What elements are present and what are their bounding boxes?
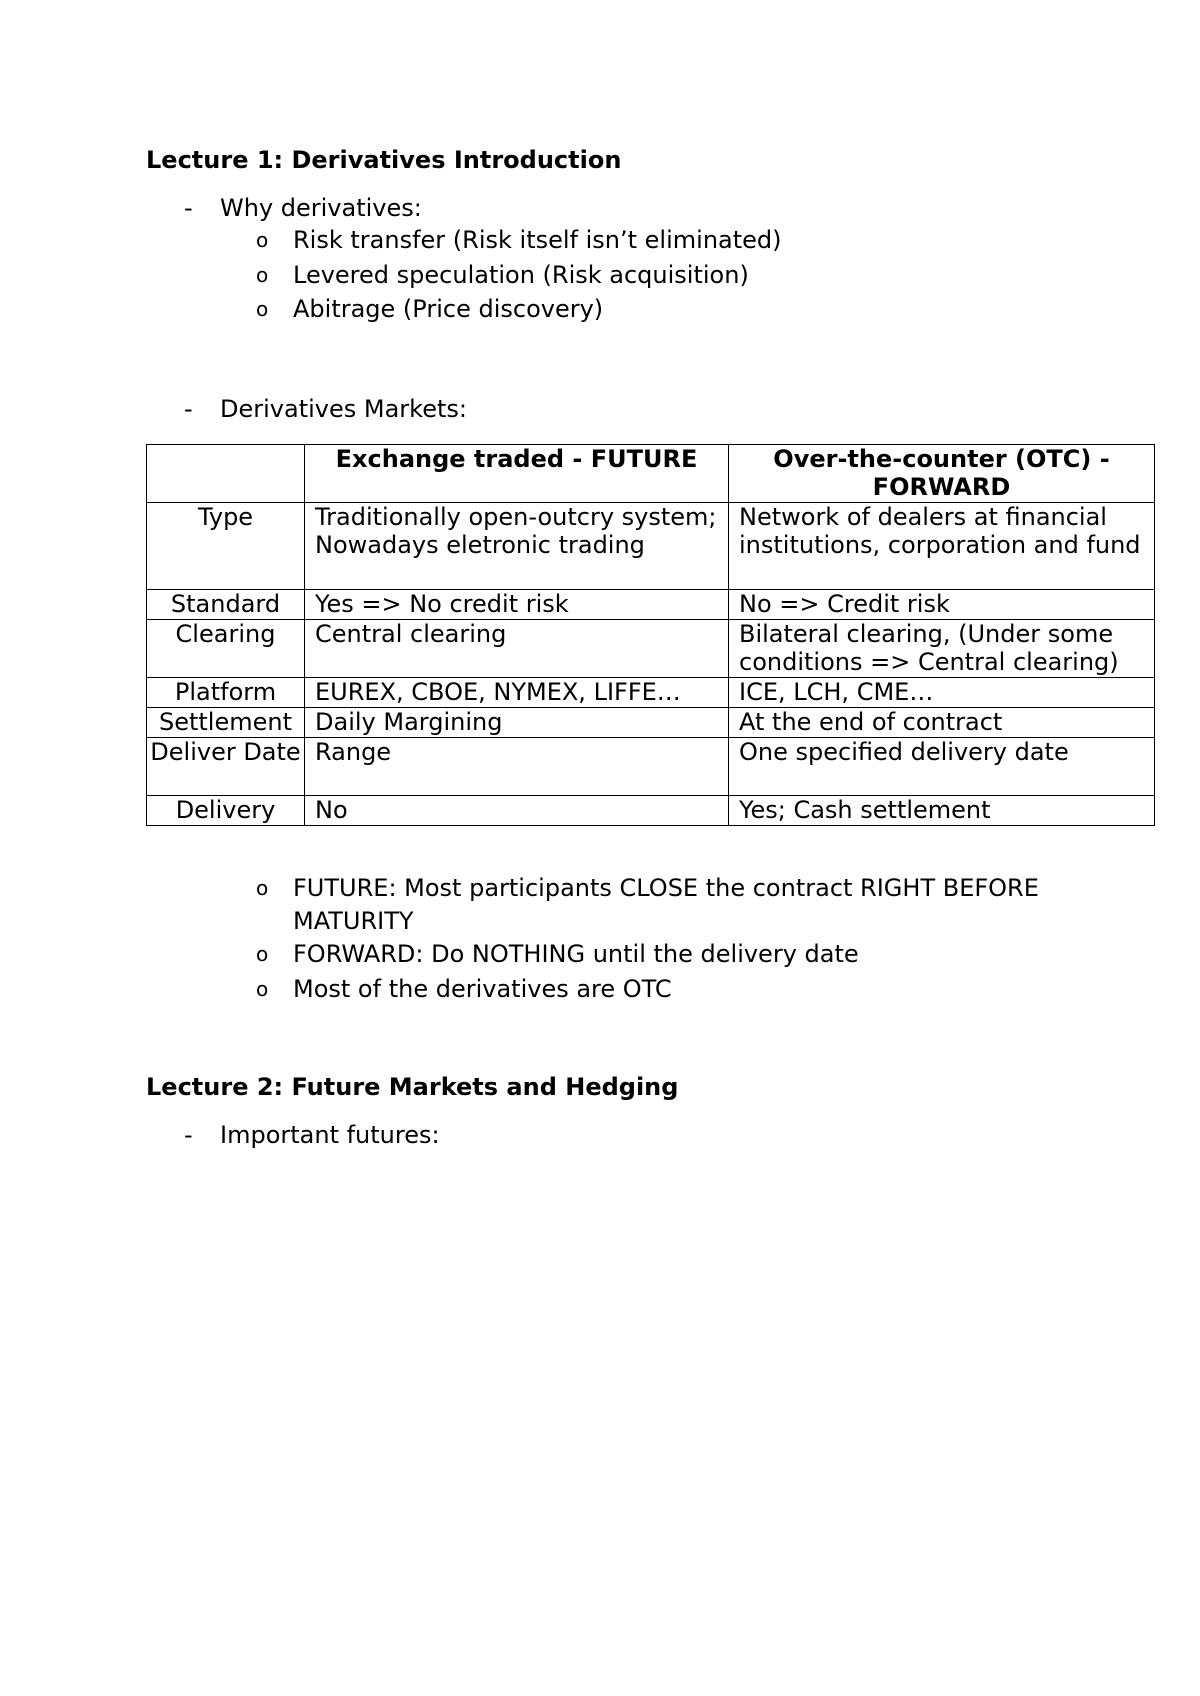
circle-bullet: o bbox=[256, 977, 269, 1001]
forward-cell: ICE, LCH, CME… bbox=[729, 678, 1155, 708]
table-row bbox=[147, 738, 1155, 796]
table-row bbox=[147, 678, 1155, 708]
row-label: Standard bbox=[147, 590, 305, 620]
row-label: Settlement bbox=[147, 708, 305, 738]
note-otc: Most of the derivatives are OTC bbox=[293, 975, 672, 1003]
why-item-2: Levered speculation (Risk acquisition) bbox=[293, 261, 749, 289]
note-forward: FORWARD: Do NOTHING until the delivery date bbox=[293, 940, 859, 968]
future-cell: No bbox=[305, 796, 729, 826]
why-item-3: Abitrage (Price discovery) bbox=[293, 295, 604, 323]
table-row bbox=[147, 796, 1155, 826]
future-cell: Central clearing bbox=[305, 620, 729, 678]
forward-cell: At the end of contract bbox=[729, 708, 1155, 738]
circle-bullet: o bbox=[256, 297, 269, 321]
circle-bullet: o bbox=[256, 876, 269, 900]
forward-cell: Bilateral clearing, (Under some conditions => Central clearing) bbox=[729, 620, 1155, 678]
lecture-2-title: Lecture 2: Future Markets and Hedging bbox=[146, 1073, 679, 1101]
row-label: Delivery bbox=[147, 796, 305, 826]
note-future: FUTURE: Most participants CLOSE the contract RIGHT BEFORE bbox=[293, 874, 1039, 902]
future-cell: EUREX, CBOE, NYMEX, LIFFE… bbox=[305, 678, 729, 708]
table-header-forward: Over-the-counter (OTC) - FORWARD bbox=[729, 445, 1155, 503]
row-label: Type bbox=[147, 503, 305, 590]
row-label: Deliver Date bbox=[147, 738, 305, 796]
why-derivatives-label: Why derivatives: bbox=[220, 194, 422, 222]
table-row bbox=[147, 620, 1155, 678]
table-row bbox=[147, 708, 1155, 738]
forward-cell: Network of dealers at financial institutions, corporation and fund bbox=[729, 503, 1155, 590]
why-item-1: Risk transfer (Risk itself isn’t eliminated) bbox=[293, 226, 782, 254]
dash-bullet: - bbox=[184, 194, 193, 222]
future-cell: Yes => No credit risk bbox=[305, 590, 729, 620]
dash-bullet: - bbox=[184, 395, 193, 423]
future-cell: Traditionally open-outcry system; Nowadays eletronic trading bbox=[305, 503, 729, 590]
markets-comparison-table bbox=[146, 444, 1155, 826]
table-row bbox=[147, 590, 1155, 620]
table-row bbox=[147, 503, 1155, 590]
table-header-future: Exchange traded - FUTURE bbox=[305, 445, 729, 503]
dash-bullet: - bbox=[184, 1121, 193, 1149]
future-cell: Range bbox=[305, 738, 729, 796]
future-cell: Daily Margining bbox=[305, 708, 729, 738]
table-header-empty bbox=[147, 445, 305, 503]
note-future-continued: MATURITY bbox=[293, 907, 414, 935]
forward-cell: No => Credit risk bbox=[729, 590, 1155, 620]
lecture-1-title: Lecture 1: Derivatives Introduction bbox=[146, 146, 622, 174]
important-futures-label: Important futures: bbox=[220, 1121, 440, 1149]
table-header-row bbox=[147, 445, 1155, 503]
row-label: Platform bbox=[147, 678, 305, 708]
row-label: Clearing bbox=[147, 620, 305, 678]
circle-bullet: o bbox=[256, 942, 269, 966]
circle-bullet: o bbox=[256, 263, 269, 287]
circle-bullet: o bbox=[256, 228, 269, 252]
forward-cell: Yes; Cash settlement bbox=[729, 796, 1155, 826]
forward-cell: One specified delivery date bbox=[729, 738, 1155, 796]
markets-label: Derivatives Markets: bbox=[220, 395, 467, 423]
